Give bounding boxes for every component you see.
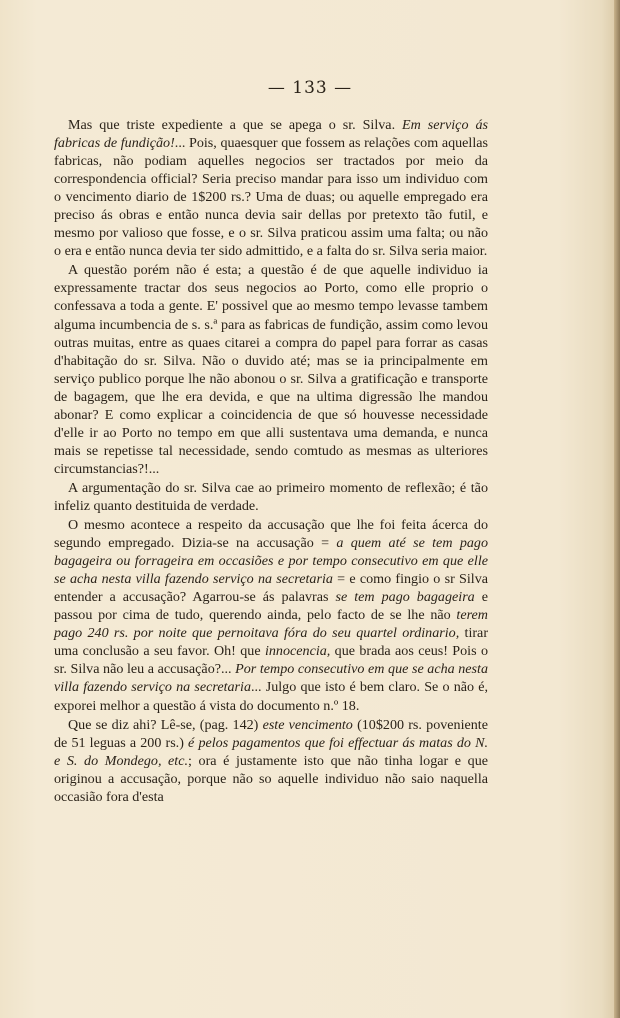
paragraph (54, 261, 488, 478)
text-run: O mesmo acontece a respeito da accusação que lhe foi feita ácerca do segundo empregado. Dizia-se na accusação = (54, 517, 488, 552)
italic-run: é pelos pagamentos que foi effectuar ás matas do N. e S. do Mondego, etc. (54, 734, 488, 769)
italic-run: a quem até se tem pago bagageira ou forrageira em occasiões e por tempo consecutivo em que elle se acha nesta villa fazendo serviço na secretaria (54, 535, 489, 588)
paragraph (54, 716, 488, 806)
text-run: ... Pois, quaesquer que fossem as relações com aquellas fabricas, não podiam aquelles negocios ser tractados por meio da correspondencia official? Seria preciso mandar para isso um individuo com o vencimento diario de 1$200 rs.? Uma de duas; ou aquelle empregado era preciso ás obras e então nunca devia sair dellas por pretexto tão futil, e mesmo por valioso que fosse, e o sr. Silva praticou assim uma falta; ou não o era e então nunca devia ter sido admittido, e a falta do sr. Silva seria maior. (54, 135, 489, 260)
paragraph (54, 516, 488, 715)
paragraph (54, 116, 488, 260)
text-run: A questão porém não é esta; a questão é de que aquelle individuo ia expressamente tractar dos seus negocios ao Porto, como elle proprio o confessava a toda a gente. E' possivel que ao mesmo tempo levasse tambem alguma incumbencia de s. s.ª para as fabricas de fundição, assim como levou outras muitas, entre as quaes citarei a compra do papel para forrar as casas d'habitação do sr. Silva. Não o duvido até; mas se ia principalmente em serviço publico porque lhe não abonou o sr. Silva a gratificação e transporte de bagagem, que lhe era devida, e que na ultima digressão lhe mandou abonar? E como explicar a coincidencia de que só houvesse necessidade d'elle ir ao Porto no tempo em que alli sustentava uma demanda, e nunca mais se repetisse tal necessidade, sendo comtudo as mesmas as ulteriores circumstancias?!... (54, 262, 488, 477)
text-run: = e como fingio o sr Silva entender a accusação? Agarrou-se ás palavras (54, 571, 488, 606)
text-run: Que se diz ahi? Lê-se, (pag. 142) (68, 716, 263, 733)
italic-run: terem pago 240 rs. por noite que pernoitava fóra do seu quartel ordinario, (54, 607, 488, 642)
italic-run: innocencia, (264, 643, 331, 660)
text-run: e passou por cima de tudo, querendo ainda, pelo facto de se lhe não (54, 589, 488, 624)
paragraph (54, 479, 488, 515)
italic-run: Por tempo consecutivo em que se acha nesta villa fazendo serviço na secretaria (54, 661, 489, 696)
text-run: ; ora é justamente isto que não tinha logar e que originou a accusação, porque não so aquelle individuo não saio naquella occasião fora d'esta (54, 752, 489, 805)
page-number: — 133 — (267, 78, 353, 98)
page-edge (614, 0, 620, 1018)
text-run: A argumentação do sr. Silva cae ao primeiro momento de reflexão; é tão infeliz quanto destituida de verdade. (54, 479, 488, 514)
italic-run: este vencimento (262, 716, 353, 733)
text-run: (10$200 rs. poveniente de 51 leguas a 200 rs.) (54, 716, 488, 751)
body-text (54, 116, 488, 806)
text-run: Mas que triste expediente a que se apega o sr. Silva. (68, 117, 403, 133)
italic-run: se tem pago bagageira (335, 589, 475, 606)
text-run: que brada aos ceus! Pois o sr. Silva não leu a accusação?... (54, 643, 488, 678)
text-run: ... Julgo que isto é bem claro. Se o não é, exporei melhor a questão á vista do documento n.º 18. (54, 679, 488, 714)
italic-run: Em serviço ás fabricas de fundição! (54, 117, 488, 152)
text-run: tirar uma conclusão a seu favor. Oh! que (54, 625, 489, 660)
